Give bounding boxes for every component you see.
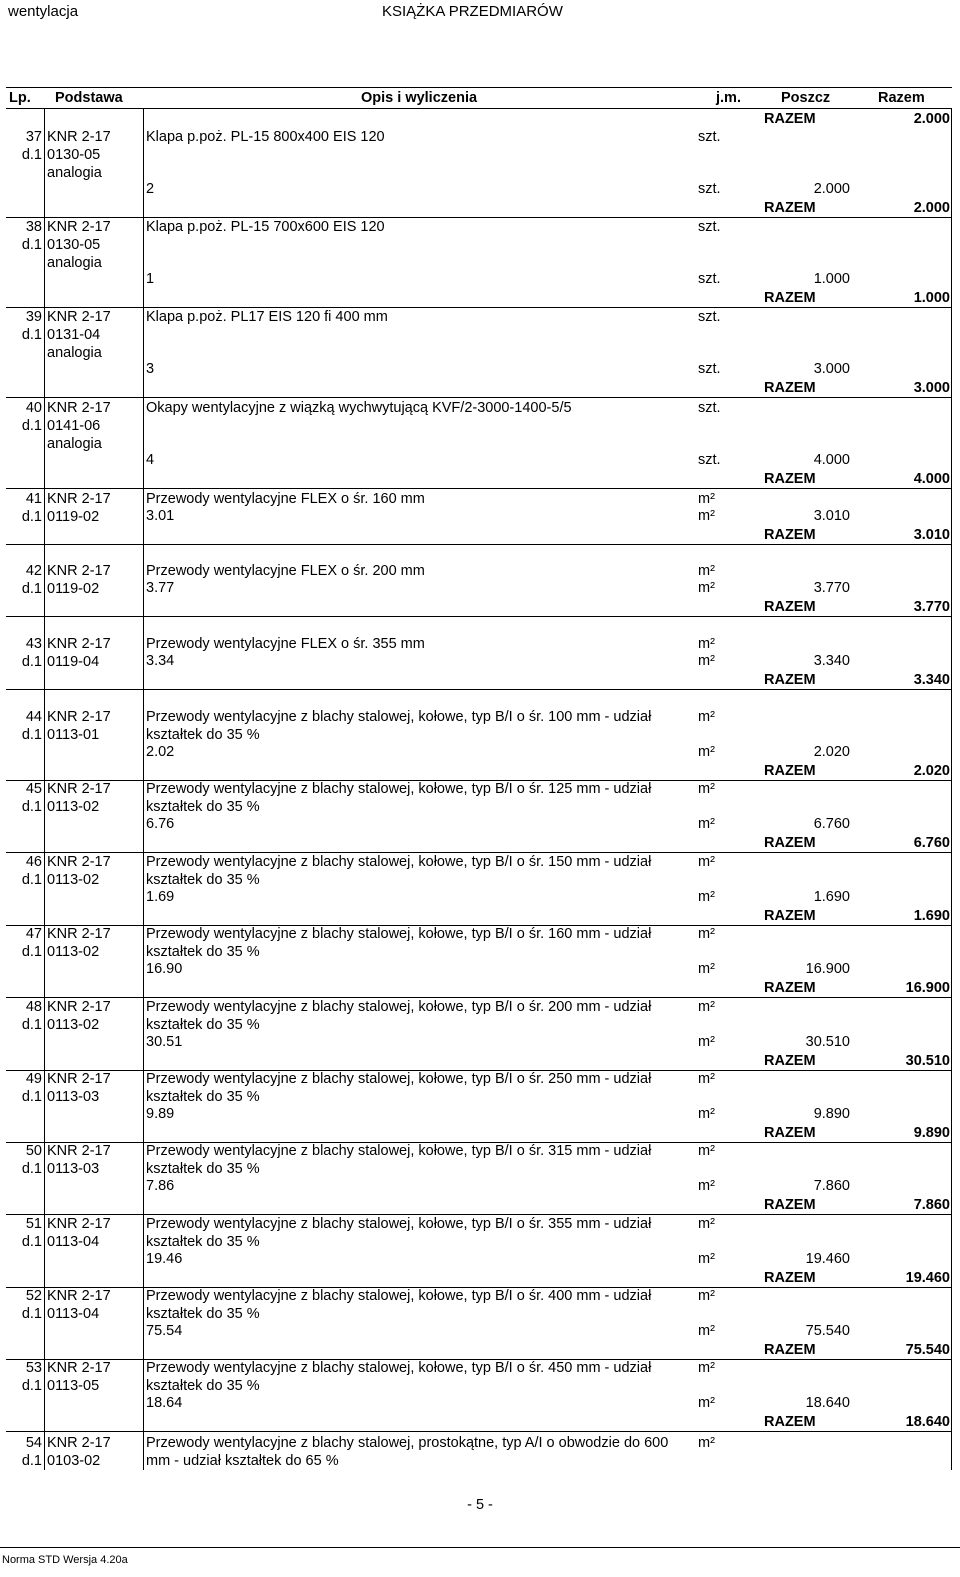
row-d: d.1 (21, 418, 42, 434)
row-d: d.1 (21, 1234, 42, 1250)
row-calculation: 3.01 (146, 508, 175, 524)
row-d: d.1 (21, 944, 42, 960)
razem-value: 2.000 (913, 111, 950, 127)
table-header (6, 87, 952, 109)
row-poszcz: 3.010 (813, 508, 850, 524)
row-lp: 52 (25, 1288, 42, 1304)
row-poszcz: 4.000 (813, 452, 850, 468)
razem-label: RAZEM (764, 380, 816, 396)
row-poszcz: 3.000 (813, 361, 850, 377)
row-calculation: 2.02 (146, 744, 175, 760)
row-calc-unit: m² (698, 744, 715, 760)
document-title: KSIĄŻKA PRZEDMIARÓW (382, 3, 563, 20)
row-basis-code: 0113-02 (47, 872, 100, 888)
row-description: Przewody wentylacyjne z blachy stalowej, kołowe, typ B/I o śr. 200 mm - udział kształtek do 35 % (146, 999, 652, 1033)
row-calc-unit: m² (698, 1323, 715, 1339)
row-basis: KNR 2-17 (47, 1216, 111, 1232)
row-basis-code: 0141-06 (47, 418, 101, 434)
row-calculation: 3 (146, 361, 155, 377)
row-calc-unit: m² (698, 816, 715, 832)
row-divider (6, 397, 952, 398)
row-poszcz: 1.690 (813, 889, 850, 905)
row-poszcz: 6.760 (813, 816, 850, 832)
row-poszcz: 18.640 (805, 1395, 850, 1411)
razem-label: RAZEM (764, 599, 816, 615)
row-d: d.1 (21, 1161, 42, 1177)
row-unit: szt. (698, 400, 721, 416)
row-lp: 47 (25, 926, 42, 942)
row-description: Klapa p.poż. PL-15 800x400 EIS 120 (146, 129, 385, 145)
row-basis-code: 0130-05 (47, 237, 101, 253)
razem-label: RAZEM (764, 471, 816, 487)
row-basis-code: 0113-02 (47, 799, 100, 815)
row-calculation: 1 (146, 271, 155, 287)
row-description: Przewody wentylacyjne z blachy stalowej, kołowe, typ B/I o śr. 355 mm - udział kształtek do 35 % (146, 1216, 652, 1250)
row-lp: 50 (25, 1143, 42, 1159)
col-razem: Razem (878, 90, 925, 106)
row-lp: 38 (25, 219, 42, 235)
razem-value: 18.640 (905, 1414, 950, 1430)
row-poszcz: 75.540 (805, 1323, 850, 1339)
razem-value: 9.890 (913, 1125, 950, 1141)
row-lp: 45 (25, 781, 42, 797)
table-right-border (951, 108, 952, 1470)
razem-value: 3.010 (913, 527, 950, 543)
row-basis-note: analogia (47, 165, 102, 181)
row-basis-code: 0113-04 (47, 1306, 100, 1322)
row-unit: szt. (698, 219, 721, 235)
row-basis: KNR 2-17 (47, 709, 111, 725)
row-calc-unit: m² (698, 1395, 715, 1411)
row-calculation: 3.34 (146, 653, 175, 669)
row-unit: m² (698, 1216, 715, 1232)
razem-value: 4.000 (913, 471, 950, 487)
row-basis-note: analogia (47, 436, 102, 452)
row-unit: m² (698, 781, 715, 797)
row-lp: 44 (25, 709, 42, 725)
razem-label: RAZEM (764, 1270, 816, 1286)
row-basis-code: 0113-02 (47, 944, 100, 960)
row-d: d.1 (21, 799, 42, 815)
column-divider (44, 108, 45, 1470)
row-divider (6, 1431, 952, 1432)
row-calc-unit: m² (698, 1034, 715, 1050)
row-unit: m² (698, 999, 715, 1015)
row-d: d.1 (21, 654, 42, 670)
row-d: d.1 (21, 1378, 42, 1394)
row-d: d.1 (21, 727, 42, 743)
row-unit: m² (698, 636, 715, 652)
row-calculation: 9.89 (146, 1106, 175, 1122)
row-basis-code: 0113-05 (47, 1378, 100, 1394)
page-number: - 5 - (467, 1497, 493, 1513)
row-d: d.1 (21, 237, 42, 253)
row-description: Klapa p.poż. PL-15 700x600 EIS 120 (146, 219, 385, 235)
razem-label: RAZEM (764, 1342, 816, 1358)
row-basis-code: 0131-04 (47, 327, 101, 343)
row-calc-unit: m² (698, 889, 715, 905)
row-poszcz: 3.340 (813, 653, 850, 669)
row-calc-unit: szt. (698, 452, 721, 468)
row-lp: 41 (25, 491, 42, 507)
row-basis: KNR 2-17 (47, 1143, 111, 1159)
row-unit: szt. (698, 309, 721, 325)
razem-label: RAZEM (764, 835, 816, 851)
row-d: d.1 (21, 1089, 42, 1105)
row-lp: 46 (25, 854, 42, 870)
razem-label: RAZEM (764, 763, 816, 779)
row-d: d.1 (21, 1306, 42, 1322)
row-calc-unit: m² (698, 1106, 715, 1122)
row-description: Przewody wentylacyjne z blachy stalowej, kołowe, typ B/I o śr. 400 mm - udział kształtek do 35 % (146, 1288, 652, 1322)
row-basis: KNR 2-17 (47, 309, 111, 325)
row-basis: KNR 2-17 (47, 400, 111, 416)
razem-label: RAZEM (764, 1053, 816, 1069)
razem-label: RAZEM (764, 290, 816, 306)
footer-text: Norma STD Wersja 4.20a (2, 1554, 128, 1566)
document-section-title: wentylacja (8, 3, 79, 20)
row-basis-code: 0113-01 (47, 727, 100, 743)
row-description: Przewody wentylacyjne z blachy stalowej, kołowe, typ B/I o śr. 250 mm - udział kształtek do 35 % (146, 1071, 652, 1105)
row-basis-code: 0119-02 (47, 509, 100, 525)
row-calc-unit: szt. (698, 361, 721, 377)
row-lp: 48 (25, 999, 42, 1015)
row-basis: KNR 2-17 (47, 1360, 111, 1376)
row-calc-unit: m² (698, 1251, 715, 1267)
row-lp: 51 (25, 1216, 42, 1232)
row-calculation: 7.86 (146, 1178, 175, 1194)
row-basis-code: 0113-03 (47, 1089, 100, 1105)
row-d: d.1 (21, 1017, 42, 1033)
row-poszcz: 19.460 (805, 1251, 850, 1267)
row-calc-unit: szt. (698, 181, 721, 197)
row-calculation: 19.46 (146, 1251, 183, 1267)
row-basis: KNR 2-17 (47, 491, 111, 507)
razem-value: 3.770 (913, 599, 950, 615)
row-poszcz: 3.770 (813, 580, 850, 596)
row-calculation: 6.76 (146, 816, 175, 832)
row-basis-code: 0113-02 (47, 1017, 100, 1033)
row-calculation: 30.51 (146, 1034, 183, 1050)
row-lp: 37 (25, 129, 42, 145)
row-poszcz: 2.020 (813, 744, 850, 760)
row-poszcz: 7.860 (813, 1178, 850, 1194)
row-description: Przewody wentylacyjne z blachy stalowej, kołowe, typ B/I o śr. 100 mm - udział kształtek do 35 % (146, 709, 652, 743)
row-divider (6, 689, 952, 690)
row-divider (6, 488, 952, 489)
row-calculation: 3.77 (146, 580, 175, 596)
row-basis: KNR 2-17 (47, 854, 111, 870)
row-description: Przewody wentylacyjne FLEX o śr. 160 mm (146, 491, 425, 507)
razem-label: RAZEM (764, 1125, 816, 1141)
row-description: Klapa p.poż. PL17 EIS 120 fi 400 mm (146, 309, 388, 325)
row-basis: KNR 2-17 (47, 636, 111, 652)
razem-value: 75.540 (905, 1342, 950, 1358)
row-basis-code: 0103-02 (47, 1453, 101, 1469)
row-lp: 42 (25, 563, 42, 579)
row-lp: 43 (25, 636, 42, 652)
row-d: d.1 (21, 147, 42, 163)
razem-value: 6.760 (913, 835, 950, 851)
row-calculation: 75.54 (146, 1323, 183, 1339)
razem-value: 1.000 (913, 290, 950, 306)
razem-label: RAZEM (764, 980, 816, 996)
row-unit: m² (698, 1435, 715, 1451)
razem-value: 3.340 (913, 672, 950, 688)
row-unit: szt. (698, 129, 721, 145)
row-basis-note: analogia (47, 255, 102, 271)
row-description: Przewody wentylacyjne z blachy stalowej, kołowe, typ B/I o śr. 150 mm - udział kształtek do 35 % (146, 854, 652, 888)
row-description: Przewody wentylacyjne z blachy stalowej, kołowe, typ B/I o śr. 125 mm - udział kształtek do 35 % (146, 781, 652, 815)
row-calculation: 2 (146, 181, 155, 197)
row-poszcz: 9.890 (813, 1106, 850, 1122)
row-d: d.1 (21, 327, 42, 343)
row-description: Przewody wentylacyjne FLEX o śr. 200 mm (146, 563, 425, 579)
row-basis: KNR 2-17 (47, 1435, 111, 1451)
razem-value: 3.000 (913, 380, 950, 396)
row-calculation: 4 (146, 452, 155, 468)
row-calc-unit: m² (698, 580, 715, 596)
row-divider (6, 616, 952, 617)
row-description: Przewody wentylacyjne z blachy stalowej, kołowe, typ B/I o śr. 315 mm - udział kształtek do 35 % (146, 1143, 652, 1177)
razem-value: 16.900 (905, 980, 950, 996)
row-basis: KNR 2-17 (47, 926, 111, 942)
footer-divider (0, 1547, 960, 1548)
razem-label: RAZEM (764, 527, 816, 543)
row-divider (6, 544, 952, 545)
row-unit: m² (698, 854, 715, 870)
row-basis: KNR 2-17 (47, 1071, 111, 1087)
col-opis: Opis i wyliczenia (361, 90, 478, 106)
row-unit: m² (698, 709, 715, 725)
row-basis-code: 0113-04 (47, 1234, 100, 1250)
row-calculation: 18.64 (146, 1395, 183, 1411)
row-unit: m² (698, 926, 715, 942)
razem-value: 7.860 (913, 1197, 950, 1213)
row-calc-unit: m² (698, 653, 715, 669)
razem-label: RAZEM (764, 908, 816, 924)
col-lp: Lp. (9, 90, 31, 106)
row-basis: KNR 2-17 (47, 219, 111, 235)
row-description: Przewody wentylacyjne z blachy stalowej, kołowe, typ B/I o śr. 160 mm - udział kształtek do 35 % (146, 926, 652, 960)
row-basis-code: 0119-02 (47, 581, 100, 597)
col-poszcz: Poszcz (781, 90, 831, 106)
row-unit: m² (698, 491, 715, 507)
row-poszcz: 30.510 (805, 1034, 850, 1050)
row-poszcz: 16.900 (805, 961, 850, 977)
row-description: Przewody wentylacyjne z blachy stalowej, kołowe, typ B/I o śr. 450 mm - udział kształtek do 35 % (146, 1360, 652, 1394)
razem-value: 2.020 (913, 763, 950, 779)
row-d: d.1 (21, 1453, 42, 1469)
row-calc-unit: szt. (698, 271, 721, 287)
razem-label: RAZEM (764, 672, 816, 688)
row-lp: 40 (25, 400, 42, 416)
row-lp: 39 (25, 309, 42, 325)
row-d: d.1 (21, 581, 42, 597)
col-jm: j.m. (716, 90, 741, 106)
razem-value: 1.690 (913, 908, 950, 924)
row-unit: m² (698, 1360, 715, 1376)
row-description: Przewody wentylacyjne FLEX o śr. 355 mm (146, 636, 425, 652)
razem-label: RAZEM (764, 1197, 816, 1213)
razem-label: RAZEM (764, 1414, 816, 1430)
razem-value: 19.460 (905, 1270, 950, 1286)
row-lp: 54 (25, 1435, 42, 1451)
row-unit: m² (698, 563, 715, 579)
row-basis: KNR 2-17 (47, 781, 111, 797)
razem-value: 2.000 (913, 200, 950, 216)
row-basis: KNR 2-17 (47, 1288, 111, 1304)
row-basis: KNR 2-17 (47, 129, 111, 145)
row-basis-code: 0130-05 (47, 147, 101, 163)
row-calculation: 16.90 (146, 961, 183, 977)
column-divider (143, 108, 144, 1470)
row-lp: 53 (25, 1360, 42, 1376)
row-unit: m² (698, 1143, 715, 1159)
col-podstawa: Podstawa (55, 90, 123, 106)
row-basis-code: 0119-04 (47, 654, 100, 670)
row-description: Okapy wentylacyjne z wiązką wychwytującą KVF/2-3000-1400-5/5 (146, 400, 572, 416)
row-unit: m² (698, 1071, 715, 1087)
row-basis-code: 0113-03 (47, 1161, 100, 1177)
row-calculation: 1.69 (146, 889, 175, 905)
row-calc-unit: m² (698, 508, 715, 524)
razem-label: RAZEM (764, 111, 816, 127)
razem-label: RAZEM (764, 200, 816, 216)
row-basis-note: analogia (47, 345, 102, 361)
row-calc-unit: m² (698, 1178, 715, 1194)
row-lp: 49 (25, 1071, 42, 1087)
row-poszcz: 1.000 (813, 271, 850, 287)
row-basis: KNR 2-17 (47, 563, 111, 579)
razem-value: 30.510 (905, 1053, 950, 1069)
row-d: d.1 (21, 872, 42, 888)
row-poszcz: 2.000 (813, 181, 850, 197)
row-calc-unit: m² (698, 961, 715, 977)
row-unit: m² (698, 1288, 715, 1304)
row-basis: KNR 2-17 (47, 999, 111, 1015)
row-d: d.1 (21, 509, 42, 525)
row-description: Przewody wentylacyjne z blachy stalowej, prostokątne, typ A/I o obwodzie do 600 mm - udział kształtek do 65 % (146, 1435, 669, 1469)
